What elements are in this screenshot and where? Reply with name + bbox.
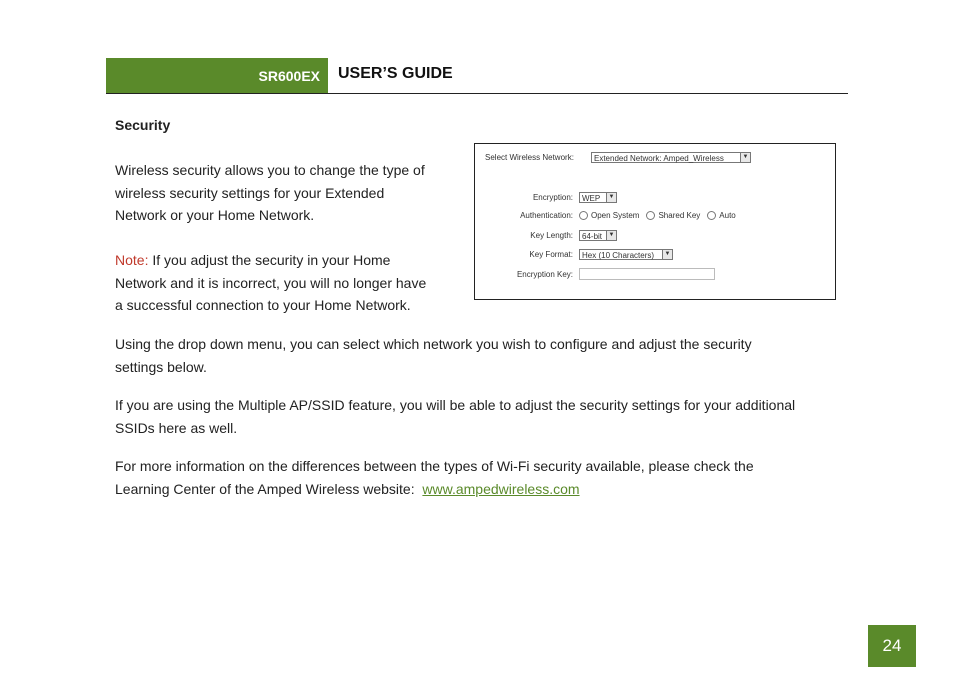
intro-line: wireless security settings for your Extended	[115, 184, 385, 201]
paragraph-line: Using the drop down menu, you can select which network you wish to configure and adjust the security	[115, 336, 752, 352]
website-link[interactable]: www.ampedwireless.com	[422, 480, 580, 497]
intro-paragraph	[115, 159, 425, 227]
encryption-select-value: WEP	[582, 194, 601, 203]
note-paragraph	[115, 249, 426, 317]
intro-line: Wireless security allows you to change the type of	[115, 162, 425, 178]
note-text: If you adjust the security in your Home	[148, 252, 391, 268]
key-format-label: Key Format:	[529, 250, 573, 259]
key-format-select-value: Hex (10 Characters)	[582, 251, 655, 260]
authentication-label: Authentication:	[520, 211, 573, 220]
note-line: a successful connection to your Home Network.	[115, 297, 411, 313]
paragraph-line: settings below.	[115, 358, 207, 375]
radio-label: Open System	[591, 211, 640, 220]
intro-line: Network or your Home Network.	[115, 207, 315, 223]
security-settings-screenshot	[474, 143, 836, 300]
header-divider	[106, 93, 848, 94]
key-length-select[interactable]	[579, 230, 617, 241]
encryption-label: Encryption:	[532, 193, 573, 202]
network-label: Select Wireless Network:	[485, 153, 574, 162]
paragraph-multiple-ssid	[115, 394, 795, 439]
note-label: Note:	[115, 252, 149, 268]
network-select-value: Extended Network: Amped_Wireless	[594, 154, 724, 163]
paragraph-more-info	[115, 455, 754, 500]
encryption-key-label: Encryption Key:	[516, 270, 573, 279]
key-length-label: Key Length:	[530, 231, 573, 240]
paragraph-line: For more information on the differences between the types of Wi-Fi security available, please check the	[115, 458, 754, 474]
paragraph-line	[115, 478, 754, 501]
radio-shared-key[interactable]	[646, 211, 655, 220]
radio-auto[interactable]	[707, 211, 716, 220]
paragraph-dropdown	[115, 333, 752, 378]
header-title: USER’S GUIDE	[338, 65, 453, 82]
key-length-select-value: 64-bit	[582, 232, 603, 241]
radio-label: Auto	[719, 211, 736, 220]
paragraph-text: Learning Center of the Amped Wireless website:	[115, 480, 423, 497]
chevron-down-icon: ▼	[662, 250, 672, 259]
header-model: SR600EX	[258, 67, 320, 84]
note-line: Network and it is incorrect, you will no longer have	[115, 274, 427, 291]
chevron-down-icon: ▼	[606, 193, 616, 202]
page-number: 24	[868, 625, 916, 667]
section-title: Security	[115, 117, 171, 133]
network-select[interactable]	[591, 152, 751, 163]
radio-label: Shared Key	[658, 211, 701, 220]
note-line	[115, 249, 426, 272]
authentication-options	[579, 211, 736, 220]
encryption-key-input[interactable]	[579, 268, 715, 280]
chevron-down-icon: ▼	[740, 153, 750, 162]
paragraph-line: SSIDs here as well.	[115, 419, 238, 436]
header-model-band	[106, 58, 328, 93]
paragraph-line: If you are using the Multiple AP/SSID feature, you will be able to adjust the security settings for your additional	[115, 397, 796, 413]
key-format-select[interactable]	[579, 249, 673, 260]
radio-open-system[interactable]	[579, 211, 588, 220]
encryption-select[interactable]	[579, 192, 617, 203]
chevron-down-icon: ▼	[606, 231, 616, 240]
